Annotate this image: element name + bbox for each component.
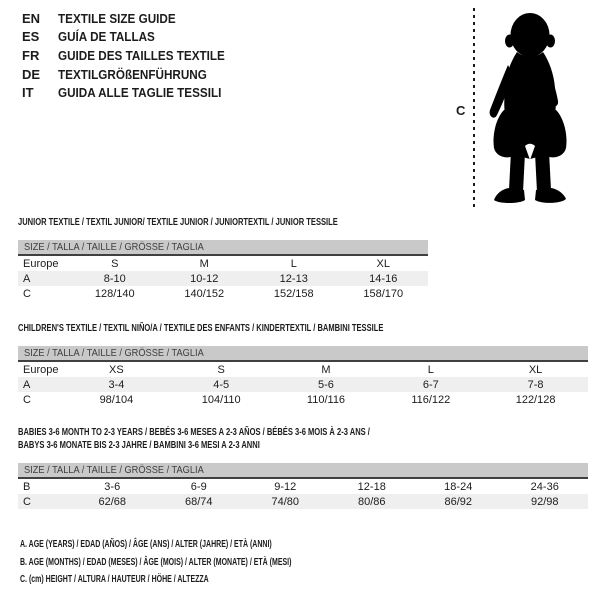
table-cell: M bbox=[321, 363, 331, 376]
language-code: FR bbox=[22, 47, 40, 63]
row-label: Europe bbox=[23, 257, 59, 270]
language-row bbox=[22, 9, 243, 28]
table-row bbox=[18, 286, 428, 301]
table-size-header-label: SIZE / TALLA / TAILLE / GRÖSSE / TAGLIA bbox=[24, 347, 204, 359]
table-title-line: BABIES 3-6 MONTH TO 2-3 YEARS / BEBÉS 3-6 MESES A 2-3 AÑOS / BÉBÉS 3-6 MOIS À 2-3 ANS / bbox=[18, 426, 370, 438]
language-row bbox=[22, 83, 243, 102]
language-label: TEXTILGRÖßENFÜHRUNG bbox=[58, 66, 207, 82]
table-title-line: CHILDREN'S TEXTILE / TEXTIL NIÑO/A / TEXTILE DES ENFANTS / KINDERTEXTIL / BAMBINI TESSILE bbox=[18, 322, 384, 334]
table-cell: S bbox=[111, 257, 119, 270]
language-label: GUÍA DE TALLAS bbox=[58, 29, 155, 45]
row-label: A bbox=[23, 272, 31, 285]
table-cell: 6-7 bbox=[422, 378, 439, 391]
table-cell: 116/122 bbox=[411, 393, 451, 406]
legend-note bbox=[20, 536, 408, 554]
language-code: ES bbox=[22, 29, 40, 45]
table-cell: 110/116 bbox=[306, 393, 346, 406]
row-label: C bbox=[23, 393, 31, 406]
language-code: IT bbox=[22, 85, 34, 101]
table-cell: 86/92 bbox=[444, 495, 473, 508]
table-cell: 5-6 bbox=[318, 378, 334, 391]
table-cell: 3-4 bbox=[108, 378, 125, 391]
table-cell: 10-12 bbox=[190, 272, 219, 285]
table-cell: 140/152 bbox=[184, 287, 225, 300]
language-code: EN bbox=[22, 10, 41, 26]
table-cell: 92/98 bbox=[530, 495, 559, 508]
table-title-line: JUNIOR TEXTILE / TEXTIL JUNIOR/ TEXTILE JUNIOR / JUNIORTEXTIL / JUNIOR TESSILE bbox=[18, 216, 338, 228]
table-cell: 14-16 bbox=[369, 272, 398, 285]
language-row bbox=[22, 65, 243, 84]
table-cell: 12-18 bbox=[357, 480, 386, 493]
table-row bbox=[18, 256, 428, 271]
table-row bbox=[18, 479, 588, 494]
table-cell: 128/140 bbox=[94, 287, 135, 300]
table-cell: XS bbox=[109, 363, 124, 376]
table-size-header-row bbox=[18, 346, 588, 362]
babies-size-table bbox=[18, 426, 588, 509]
height-dotted-line bbox=[473, 8, 475, 209]
table-cell: S bbox=[217, 363, 225, 376]
table-row bbox=[18, 271, 428, 286]
table-row bbox=[18, 362, 588, 377]
row-label: A bbox=[23, 378, 31, 391]
junior-size-table bbox=[18, 216, 428, 301]
table-cell: 104/110 bbox=[201, 393, 241, 406]
table-cell: 98/104 bbox=[99, 393, 134, 406]
table-cell: 152/158 bbox=[273, 287, 314, 300]
table-size-header-label: SIZE / TALLA / TAILLE / GRÖSSE / TAGLIA bbox=[24, 241, 204, 253]
legend-note-text: B. AGE (MONTHS) / EDAD (MESES) / ÂGE (MOIS) / ALTER (MONATE) / ETÀ (MESI) bbox=[20, 556, 292, 568]
table-cell: 74/80 bbox=[271, 495, 300, 508]
table-cell: L bbox=[427, 363, 434, 376]
table-cell: XL bbox=[376, 257, 390, 270]
table-cell: 18-24 bbox=[444, 480, 473, 493]
table-title bbox=[18, 216, 428, 229]
language-row bbox=[22, 46, 243, 65]
language-label: GUIDE DES TAILLES TEXTILE bbox=[58, 47, 225, 63]
table-cell: 158/170 bbox=[363, 287, 404, 300]
table-size-header-label: SIZE / TALLA / TAILLE / GRÖSSE / TAGLIA bbox=[24, 464, 204, 476]
row-label: C bbox=[23, 495, 31, 508]
language-label: TEXTILE SIZE GUIDE bbox=[58, 10, 176, 26]
table-cell: M bbox=[199, 257, 209, 270]
table-cell: 122/128 bbox=[515, 393, 556, 406]
table-cell: XL bbox=[528, 363, 543, 376]
language-code: DE bbox=[22, 66, 41, 82]
legend-note-text: C. (cm) HEIGHT / ALTURA / HAUTEUR / HÖHE / ALTEZZA bbox=[20, 574, 209, 585]
row-label: B bbox=[23, 480, 31, 493]
table-cell: 3-6 bbox=[104, 480, 121, 493]
figure-height-label: C bbox=[456, 103, 466, 118]
table-row bbox=[18, 392, 588, 407]
children-size-table bbox=[18, 322, 588, 407]
legend-notes bbox=[20, 536, 408, 589]
table-cell: 62/68 bbox=[98, 495, 127, 508]
table-row bbox=[18, 494, 588, 509]
baby-silhouette-icon bbox=[486, 8, 592, 206]
table-size-header-row bbox=[18, 463, 588, 479]
table-title bbox=[18, 322, 588, 335]
table-cell: 7-8 bbox=[527, 378, 544, 391]
legend-note-text: A. AGE (YEARS) / EDAD (AÑOS) / ÂGE (ANS) / ALTER (JAHRE) / ETÀ (ANNI) bbox=[20, 539, 272, 550]
table-title-line: BABYS 3-6 MONATE BIS 2-3 JAHRE / BAMBINI 3-6 MESI A 2-3 ANNI bbox=[18, 439, 260, 451]
table-cell: L bbox=[290, 257, 297, 270]
legend-note bbox=[20, 554, 408, 572]
table-cell: 24-36 bbox=[530, 480, 559, 493]
language-row bbox=[22, 28, 243, 47]
table-title bbox=[18, 426, 588, 452]
language-label: GUIDA ALLE TAGLIE TESSILI bbox=[58, 85, 222, 101]
row-label: Europe bbox=[23, 363, 59, 376]
table-size-header-row bbox=[18, 240, 428, 256]
table-cell: 4-5 bbox=[213, 378, 230, 391]
table-cell: 80/86 bbox=[357, 495, 386, 508]
language-list bbox=[22, 9, 243, 102]
table-cell: 12-13 bbox=[279, 272, 308, 285]
table-row bbox=[18, 377, 588, 392]
table-cell: 8-10 bbox=[103, 272, 126, 285]
row-label: C bbox=[23, 287, 31, 300]
legend-note bbox=[20, 571, 408, 589]
table-cell: 68/74 bbox=[184, 495, 213, 508]
table-cell: 6-9 bbox=[190, 480, 207, 493]
table-cell: 9-12 bbox=[274, 480, 297, 493]
